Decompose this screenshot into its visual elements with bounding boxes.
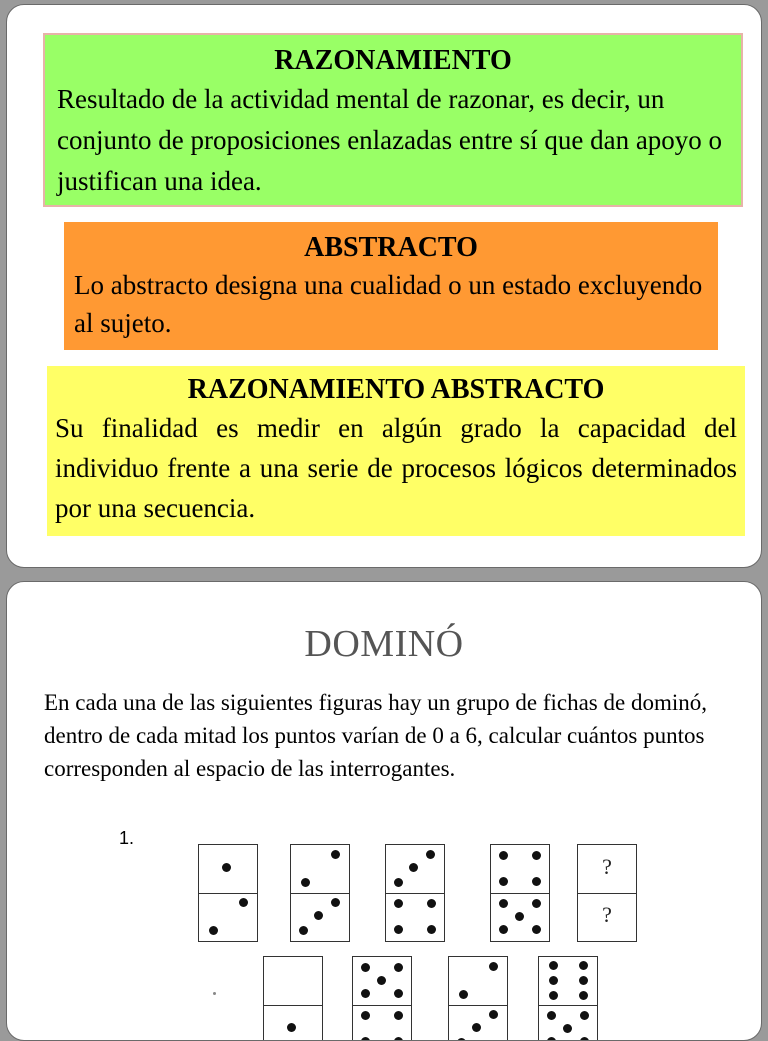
domino-pip bbox=[580, 1037, 589, 1041]
question-mark: ? bbox=[602, 902, 612, 927]
domino-pip bbox=[394, 899, 403, 908]
domino-pip bbox=[394, 925, 403, 934]
domino-instructions: En cada una de las siguientes figuras hay un grupo de fichas de dominó, dentro de cada mitad los puntos varían de 0 a 6, calcular cuántos puntos corresponden al espacio de las interrogantes. bbox=[44, 690, 707, 781]
domino-pip bbox=[331, 898, 340, 907]
domino-pip bbox=[314, 911, 323, 920]
domino-pip bbox=[499, 851, 508, 860]
domino-pip bbox=[499, 877, 508, 886]
domino-tile bbox=[538, 956, 598, 1041]
domino-tile bbox=[352, 956, 412, 1041]
domino-pip bbox=[579, 976, 588, 985]
domino-pip bbox=[579, 961, 588, 970]
domino-pip bbox=[549, 991, 558, 1000]
problem-number: 1. bbox=[119, 828, 135, 848]
domino-half-bottom bbox=[264, 1005, 322, 1041]
domino-half-top bbox=[539, 957, 597, 1006]
domino-pip bbox=[563, 1024, 572, 1033]
domino-pip bbox=[532, 851, 541, 860]
domino-half-bottom bbox=[449, 1005, 507, 1041]
domino-pip bbox=[361, 1011, 370, 1020]
domino-pip bbox=[209, 926, 218, 935]
domino-half-top bbox=[386, 845, 444, 894]
domino-half-top bbox=[578, 845, 636, 894]
domino-pip bbox=[394, 1011, 403, 1020]
domino-half-bottom bbox=[491, 893, 549, 941]
domino-half-bottom bbox=[353, 1005, 411, 1041]
domino-pip bbox=[287, 1023, 296, 1032]
razonamiento-abstracto-title: RAZONAMIENTO ABSTRACTO bbox=[187, 374, 605, 405]
domino-pip bbox=[489, 1010, 498, 1019]
domino-pip bbox=[361, 1037, 370, 1041]
domino-pip bbox=[499, 925, 508, 934]
razonamiento-abstracto-box bbox=[47, 366, 745, 536]
domino-pip bbox=[549, 961, 558, 970]
domino-pip bbox=[427, 925, 436, 934]
abstracto-box bbox=[64, 222, 718, 350]
domino-pip bbox=[472, 1023, 481, 1032]
domino-pip bbox=[426, 850, 435, 859]
domino-pip bbox=[361, 989, 370, 998]
domino-tile bbox=[490, 844, 550, 942]
domino-pip bbox=[532, 899, 541, 908]
domino-tile bbox=[448, 956, 508, 1041]
domino-tile bbox=[263, 956, 323, 1041]
domino-pip bbox=[394, 1037, 403, 1041]
domino-pip bbox=[499, 899, 508, 908]
domino-half-bottom bbox=[291, 893, 349, 941]
domino-pip bbox=[394, 878, 403, 887]
domino-half-bottom bbox=[199, 893, 257, 941]
stray-mark bbox=[213, 992, 216, 995]
domino-tile bbox=[290, 844, 350, 942]
domino-pip bbox=[331, 850, 340, 859]
domino-pip bbox=[394, 989, 403, 998]
domino-pip bbox=[239, 898, 248, 907]
razonamiento-box bbox=[43, 33, 743, 207]
domino-half-top bbox=[264, 957, 322, 1006]
domino-pip bbox=[547, 1037, 556, 1041]
domino-pip bbox=[549, 976, 558, 985]
domino-half-bottom bbox=[539, 1005, 597, 1041]
razonamiento-text: Resultado de la actividad mental de razonar, es decir, un conjunto de proposiciones enlazadas entre sí que dan apoyo o justifican una idea. bbox=[57, 84, 723, 196]
domino-half-top bbox=[291, 845, 349, 894]
domino-pip bbox=[361, 963, 370, 972]
definitions-slide bbox=[6, 4, 762, 568]
domino-title: DOMINÓ bbox=[304, 623, 464, 665]
question-mark: ? bbox=[602, 854, 612, 879]
domino-pip bbox=[409, 863, 418, 872]
domino-tile bbox=[198, 844, 258, 942]
domino-pip bbox=[532, 925, 541, 934]
domino-pip bbox=[222, 863, 231, 872]
domino-pip bbox=[547, 1011, 556, 1020]
abstracto-text: Lo abstracto designa una cualidad o un estado excluyendo al sujeto. bbox=[74, 270, 703, 338]
domino-pip bbox=[459, 990, 468, 999]
domino-half-top bbox=[449, 957, 507, 1006]
domino-pip bbox=[532, 877, 541, 886]
domino-pip bbox=[579, 991, 588, 1000]
razonamiento-abstracto-text: Su finalidad es medir en algún grado la capacidad del individuo frente a una serie de procesos lógicos determinados por una secuencia. bbox=[55, 413, 737, 523]
domino-pip bbox=[299, 926, 308, 935]
domino-half-bottom bbox=[578, 893, 636, 941]
razonamiento-title: RAZONAMIENTO bbox=[274, 45, 512, 76]
domino-half-bottom bbox=[386, 893, 444, 941]
domino-pip bbox=[427, 899, 436, 908]
domino-pip bbox=[489, 962, 498, 971]
domino-pip bbox=[394, 963, 403, 972]
domino-half-top bbox=[353, 957, 411, 1006]
domino-pip bbox=[515, 912, 524, 921]
domino-tile bbox=[385, 844, 445, 942]
domino-half-top bbox=[199, 845, 257, 894]
domino-half-top bbox=[491, 845, 549, 894]
domino-pip bbox=[377, 976, 386, 985]
domino-pip bbox=[580, 1011, 589, 1020]
abstracto-title: ABSTRACTO bbox=[304, 232, 478, 263]
domino-pip bbox=[301, 878, 310, 887]
domino-tile bbox=[577, 844, 637, 942]
domino-slide bbox=[6, 581, 762, 1041]
